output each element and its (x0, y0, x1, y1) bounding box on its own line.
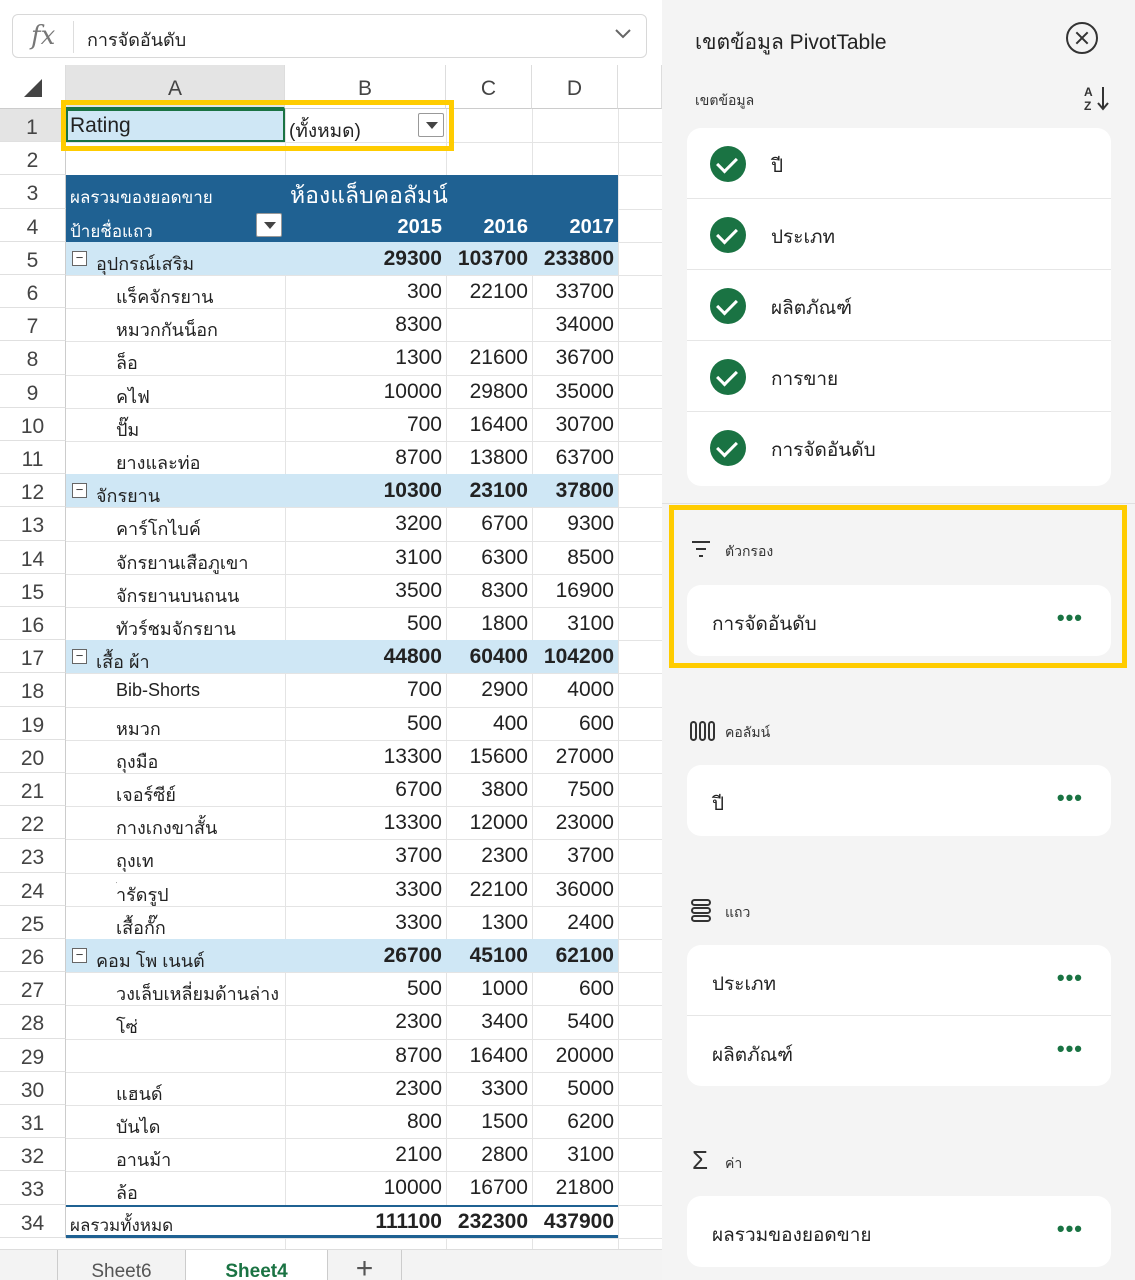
value-cell[interactable]: 15600 (469, 744, 528, 768)
row-header-34[interactable]: 34 (0, 1205, 66, 1238)
value-cell[interactable]: 62100 (555, 944, 614, 967)
row-header-3[interactable]: 3 (0, 175, 66, 208)
column-header-A[interactable]: A (66, 65, 285, 109)
value-cell[interactable]: 2300 (395, 1010, 442, 1034)
value-cell[interactable]: 21800 (555, 1176, 614, 1200)
field-item[interactable] (687, 128, 1111, 199)
item-label: ล้อ (116, 1183, 138, 1204)
row-header-30[interactable]: 30 (0, 1072, 66, 1105)
value-cell[interactable]: 34000 (555, 313, 614, 337)
row-header-31[interactable]: 31 (0, 1105, 66, 1138)
value-cell[interactable]: 2100 (395, 1143, 442, 1167)
value-cell[interactable]: 1500 (481, 1110, 528, 1133)
tab-sheet6[interactable]: Sheet6 (58, 1250, 186, 1280)
row-field-label: ประเภท (712, 974, 777, 995)
value-cell[interactable]: 10000 (383, 379, 442, 403)
value-cell[interactable]: 6200 (567, 1110, 614, 1133)
value-cell[interactable]: 6700 (395, 778, 442, 801)
value-field-sum-sales[interactable]: ผลรวมของยอดขาย (712, 1225, 872, 1246)
value-cell[interactable]: 400 (492, 711, 528, 735)
checkbox-checked-icon[interactable] (710, 359, 746, 395)
filter-field-name: Rating (70, 114, 131, 137)
value-cell[interactable]: 29800 (469, 379, 528, 403)
value-cell[interactable]: 1000 (481, 977, 528, 1001)
item-label: ถุงเท (116, 851, 154, 872)
pane-title: เขตข้อมูล PivotTable (695, 31, 887, 54)
value-cell[interactable]: 16400 (469, 1043, 528, 1067)
checkbox-checked-icon[interactable] (710, 146, 746, 182)
value-cell[interactable]: 12000 (469, 811, 528, 835)
row-header-18[interactable]: 18 (0, 673, 66, 706)
value-cell[interactable]: 2900 (481, 678, 528, 702)
category-label: อุปกรณ์เสริม (96, 253, 195, 274)
value-cell[interactable]: 3100 (567, 1143, 614, 1167)
value-cell[interactable]: 700 (406, 412, 442, 436)
value-cell[interactable]: 13300 (383, 744, 442, 768)
columns-icon (689, 720, 717, 742)
row-header-14[interactable]: 14 (0, 541, 66, 574)
category-label: เสื้อ ผ้า (96, 652, 150, 673)
row-header-33[interactable]: 33 (0, 1171, 66, 1204)
svg-text:Z: Z (1084, 99, 1092, 112)
item-label: หมวกกันน็อก (116, 320, 218, 341)
item-label: โซ่ (116, 1017, 138, 1038)
value-cell[interactable]: 700 (406, 678, 442, 702)
value-cell[interactable]: 30700 (555, 412, 614, 436)
row-header-13[interactable]: 13 (0, 507, 66, 540)
row-header-21[interactable]: 21 (0, 773, 66, 806)
value-cell[interactable]: 3100 (395, 545, 442, 569)
field-item[interactable] (687, 199, 1111, 270)
value-cell[interactable]: 13300 (383, 811, 442, 835)
filter-highlight (61, 100, 454, 151)
tab-spacer (0, 1250, 58, 1280)
value-cell[interactable]: 36000 (555, 877, 614, 901)
item-label: ล็อ (116, 353, 138, 374)
value-cell[interactable]: 500 (406, 711, 442, 735)
row-header-4[interactable]: 4 (0, 209, 66, 242)
field-label: ประเภท (771, 227, 836, 248)
category-label: จักรยาน (96, 486, 161, 507)
row-header-27[interactable]: 27 (0, 972, 66, 1005)
value-cell[interactable]: 35000 (555, 379, 614, 403)
sigma-icon: Σ (692, 1145, 709, 1175)
item-label: วงเล็บเหลี่ยมด้านล่าง (116, 984, 279, 1005)
field-label: การขาย (771, 369, 839, 390)
grid-line (66, 1072, 662, 1073)
value-cell[interactable]: 6300 (481, 545, 528, 569)
column-header-blank (618, 65, 662, 109)
rows-section-label: แถว (725, 904, 751, 920)
row-header-6[interactable]: 6 (0, 275, 66, 308)
row-field-product[interactable] (687, 1016, 1111, 1087)
row-header-8[interactable]: 8 (0, 341, 66, 374)
value-cell[interactable]: 3700 (395, 844, 442, 868)
value-cell[interactable]: 600 (578, 711, 614, 735)
value-cell[interactable]: 5400 (567, 1010, 614, 1034)
field-label: ผลิตภัณฑ์ (771, 298, 853, 319)
value-cell[interactable]: 22100 (469, 280, 528, 303)
value-cell[interactable]: 21600 (469, 346, 528, 370)
item-label: เสื้อกั๊ก (116, 917, 166, 938)
item-label: Bib-Shorts (116, 680, 201, 701)
value-cell[interactable]: 1800 (481, 612, 528, 635)
sheet-tab-bar (0, 1249, 662, 1280)
value-cell[interactable]: 36700 (555, 346, 614, 370)
formula-input[interactable]: การจัดอันดับ (87, 30, 187, 50)
tab-sheet4[interactable]: Sheet4 (186, 1250, 328, 1280)
row-header-28[interactable]: 28 (0, 1005, 66, 1038)
field-item[interactable] (687, 412, 1111, 483)
column-header-D[interactable]: D (532, 65, 618, 109)
value-cell[interactable]: 437900 (543, 1209, 614, 1233)
pivot-sum-label: ผลรวมของยอดขาย (70, 188, 213, 208)
sort-az-icon[interactable] (1083, 84, 1111, 112)
value-cell[interactable]: 29300 (383, 246, 442, 270)
checkbox-checked-icon[interactable] (710, 430, 746, 466)
columns-area[interactable] (687, 765, 1111, 836)
chevron-down-icon[interactable] (612, 23, 634, 45)
value-cell[interactable]: 103700 (457, 246, 528, 270)
category-label: คอม โพ เนนต์ (96, 951, 205, 971)
rows-icon (690, 898, 712, 924)
filter-field-rating[interactable]: การจัดอันดับ (712, 614, 817, 635)
column-header-B[interactable]: B (285, 65, 446, 109)
value-cell[interactable]: 8700 (395, 1043, 442, 1067)
item-label: ทัวร์ชมจักรยาน (116, 619, 236, 639)
row-header-1[interactable]: 1 (0, 109, 66, 142)
field-item[interactable] (687, 341, 1111, 412)
row-header-25[interactable]: 25 (0, 906, 66, 939)
value-cell[interactable]: 10000 (383, 1176, 442, 1200)
value-cell[interactable]: 3700 (567, 844, 614, 868)
value-cell[interactable]: 8300 (481, 578, 528, 602)
value-cell[interactable]: 44800 (383, 645, 442, 669)
value-cell[interactable]: 27000 (555, 744, 614, 768)
value-cell[interactable]: 8700 (395, 446, 442, 469)
value-cell[interactable]: 800 (406, 1110, 442, 1133)
value-cell[interactable]: 60400 (469, 645, 528, 669)
rows-area[interactable] (687, 945, 1111, 1086)
add-sheet-button[interactable]: + (328, 1250, 402, 1280)
value-cell[interactable]: 233800 (543, 246, 614, 270)
row-label-filter-button[interactable] (256, 213, 282, 237)
value-cell[interactable]: 104200 (543, 645, 614, 669)
row-header-16[interactable]: 16 (0, 607, 66, 640)
value-cell[interactable]: 33700 (555, 280, 614, 303)
row-header-5[interactable]: 5 (0, 242, 66, 275)
value-cell[interactable]: 2300 (481, 844, 528, 868)
value-cell[interactable]: 500 (406, 612, 442, 635)
fields-list (687, 128, 1111, 486)
row-header-26[interactable]: 26 (0, 939, 66, 972)
item-label: เจอร์ซีย์ (116, 785, 176, 805)
collapse-icon[interactable]: − (72, 649, 87, 664)
value-cell[interactable]: 45100 (469, 944, 528, 967)
field-label: การจัดอันดับ (771, 440, 876, 461)
values-section-label: ค่า (725, 1155, 743, 1171)
spreadsheet-grid[interactable] (0, 65, 662, 1249)
value-cell[interactable]: 16700 (469, 1176, 528, 1200)
value-cell[interactable]: 3300 (395, 877, 442, 901)
item-label: ถุงมือ (116, 751, 159, 772)
row-header-12[interactable]: 12 (0, 474, 66, 507)
row-header-32[interactable]: 32 (0, 1138, 66, 1171)
value-cell[interactable]: 7500 (567, 778, 614, 801)
value-cell[interactable]: 20000 (555, 1043, 614, 1067)
values-area[interactable] (687, 1196, 1111, 1267)
row-header-20[interactable]: 20 (0, 740, 66, 773)
value-cell[interactable]: 111100 (375, 1209, 442, 1233)
value-cell[interactable]: 300 (406, 280, 442, 303)
item-label: คาร์โกไบค์ (116, 519, 201, 540)
more-options-icon[interactable]: ••• (1056, 785, 1083, 810)
value-cell[interactable]: 9300 (567, 512, 614, 536)
field-item[interactable] (687, 270, 1111, 341)
pivot-fields-pane (662, 0, 1135, 1280)
function-icon[interactable]: fx (31, 21, 56, 51)
columns-section-label: คอลัมน์ (725, 724, 771, 740)
more-options-icon[interactable]: ••• (1056, 965, 1083, 990)
value-cell[interactable]: 22100 (469, 877, 528, 901)
formula-bar[interactable] (12, 14, 647, 58)
filters-section-label: ตัวกรอง (725, 543, 774, 559)
fields-section-label: เขตข้อมูล (695, 92, 755, 108)
collapse-icon[interactable]: − (72, 483, 87, 498)
value-cell[interactable]: 10300 (383, 479, 442, 503)
row-field-label: ผลิตภัณฑ์ (712, 1045, 794, 1066)
row-header-29[interactable]: 29 (0, 1039, 66, 1072)
row-header-11[interactable]: 11 (0, 441, 66, 474)
column-field-year[interactable]: ปี (712, 794, 725, 815)
value-cell[interactable]: 8300 (395, 313, 442, 337)
value-cell[interactable]: 23000 (555, 811, 614, 835)
more-options-icon[interactable]: ••• (1056, 605, 1083, 630)
value-cell[interactable]: 232300 (457, 1209, 528, 1233)
checkbox-checked-icon[interactable] (710, 217, 746, 253)
pane-divider (662, 503, 1135, 504)
value-cell[interactable]: 1300 (395, 346, 442, 370)
value-cell[interactable]: 3200 (395, 512, 442, 536)
pivot-column-label: ห้องแล็บคอลัมน์ (290, 182, 448, 209)
row-header-10[interactable]: 10 (0, 408, 66, 441)
value-cell[interactable]: 4000 (567, 678, 614, 702)
value-cell[interactable]: 8500 (567, 545, 614, 569)
checkbox-checked-icon[interactable] (710, 288, 746, 324)
row-header-2[interactable]: 2 (0, 142, 66, 175)
select-all-corner[interactable] (0, 65, 66, 109)
item-label: หมวก (116, 718, 161, 739)
formula-divider (73, 21, 74, 53)
row-header-17[interactable]: 17 (0, 640, 66, 673)
year-header-2015: 2015 (397, 215, 442, 238)
column-header-C[interactable]: C (446, 65, 532, 109)
value-cell[interactable]: 3300 (395, 910, 442, 934)
select-all-icon (0, 65, 66, 109)
value-cell[interactable]: 37800 (555, 479, 614, 503)
svg-text:A: A (1084, 85, 1093, 99)
item-label: คไฟ (116, 386, 150, 407)
item-label: แฮนด์ (116, 1083, 163, 1104)
value-cell[interactable]: 26700 (383, 944, 442, 967)
filter-value: (ทั้งหมด) (289, 121, 361, 142)
value-cell[interactable]: 63700 (555, 446, 614, 469)
row-header-15[interactable]: 15 (0, 574, 66, 607)
value-cell[interactable]: 3300 (481, 1076, 528, 1100)
more-options-icon[interactable]: ••• (1056, 1216, 1083, 1241)
value-cell[interactable]: 6700 (481, 512, 528, 536)
value-cell[interactable]: 3100 (567, 612, 614, 635)
item-label: ยางและท่อ (116, 453, 201, 473)
value-cell[interactable]: 600 (578, 977, 614, 1001)
item-label: ปั๊ม (116, 419, 140, 440)
value-cell[interactable]: 13800 (469, 446, 528, 469)
value-cell[interactable]: 3800 (481, 778, 528, 801)
close-icon[interactable] (1066, 22, 1098, 54)
value-cell[interactable]: 2300 (395, 1076, 442, 1100)
item-label: ้ารัดรูป (116, 884, 169, 905)
row-header-7[interactable]: 7 (0, 308, 66, 341)
year-header-2016: 2016 (483, 215, 528, 238)
value-cell[interactable]: 1300 (481, 910, 528, 934)
grid-line (618, 109, 619, 1249)
value-cell[interactable]: 16900 (555, 578, 614, 602)
item-label: อานม้า (116, 1150, 172, 1171)
field-label: ปี (771, 156, 784, 177)
grid-line (66, 707, 662, 708)
row-header-9[interactable]: 9 (0, 375, 66, 408)
value-cell[interactable]: 2400 (567, 910, 614, 934)
item-label: จักรยานเสือภูเขา (116, 552, 249, 573)
row-header-23[interactable]: 23 (0, 839, 66, 872)
value-cell[interactable]: 16400 (469, 412, 528, 436)
row-header-22[interactable]: 22 (0, 806, 66, 839)
value-cell[interactable]: 5000 (567, 1076, 614, 1100)
filters-highlight (669, 505, 1127, 668)
value-cell[interactable]: 3500 (395, 578, 442, 602)
pivot-row-label: ป้ายชื่อแถว (70, 221, 153, 241)
row-header-19[interactable]: 19 (0, 707, 66, 740)
row-field-category[interactable] (687, 945, 1111, 1016)
item-label: จักรยานบนถนน (116, 585, 240, 606)
collapse-icon[interactable]: − (72, 948, 87, 963)
value-cell[interactable]: 23100 (469, 479, 528, 503)
value-cell[interactable]: 3400 (481, 1010, 528, 1034)
value-cell[interactable]: 500 (406, 977, 442, 1001)
more-options-icon[interactable]: ••• (1056, 1036, 1083, 1061)
value-cell[interactable]: 2800 (481, 1143, 528, 1167)
year-header-2017: 2017 (569, 215, 614, 238)
collapse-icon[interactable]: − (72, 251, 87, 266)
item-label: กางเกงขาสั้น (116, 818, 218, 839)
item-label: แร็คจักรยาน (116, 287, 214, 307)
grand-total-label: ผลรวมทั้งหมด (70, 1215, 174, 1235)
item-label: บันได (116, 1117, 161, 1137)
row-header-24[interactable]: 24 (0, 873, 66, 906)
